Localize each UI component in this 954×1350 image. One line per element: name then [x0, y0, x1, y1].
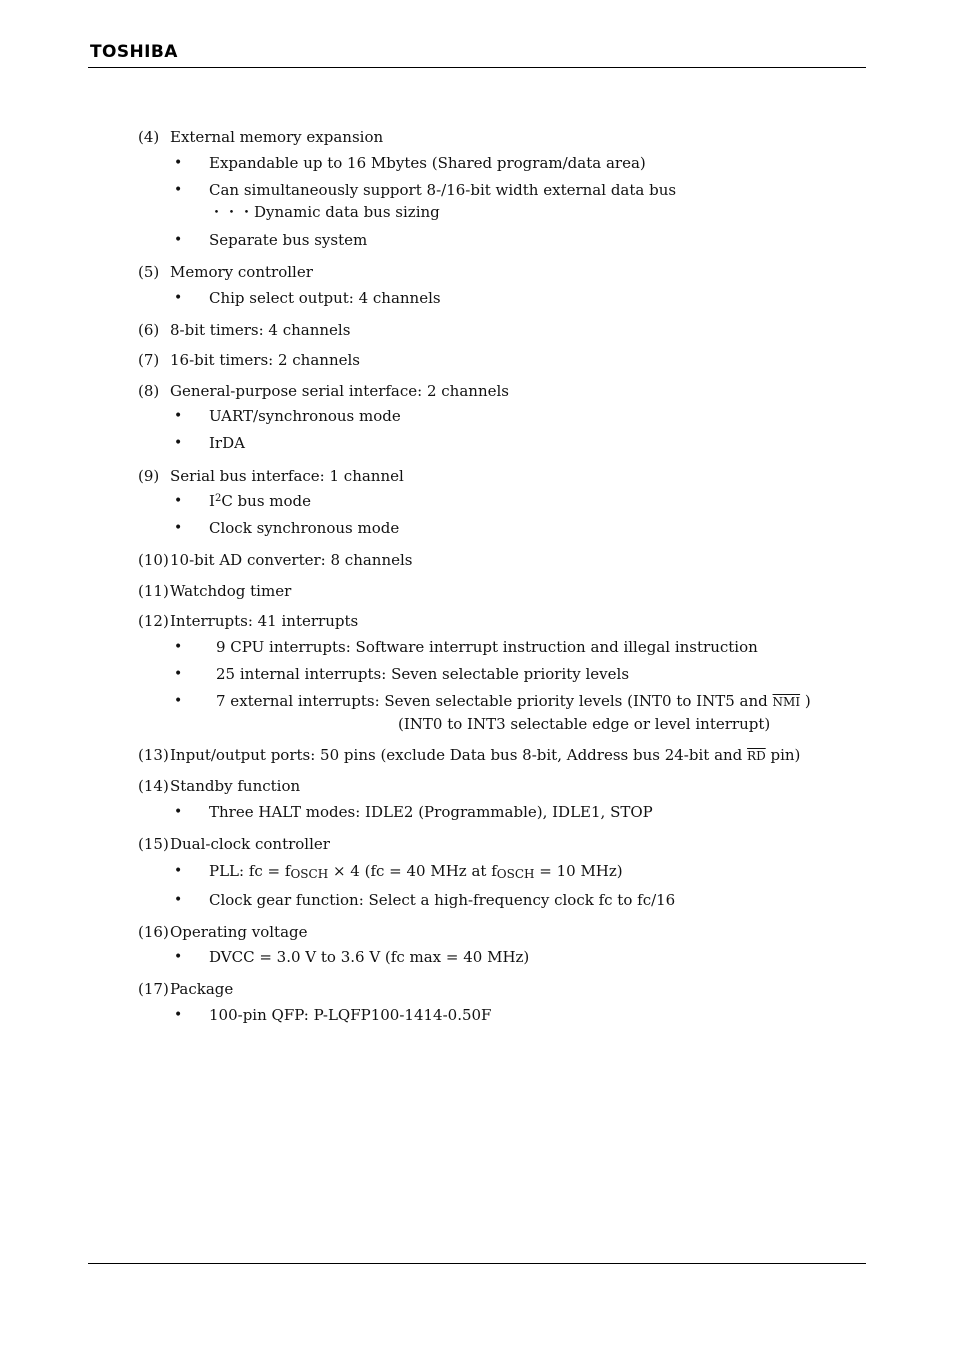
toshiba-logo: TOSHIBA [90, 42, 178, 62]
bullet-text: Three HALT modes: IDLE2 (Programmable), IDLE1, STOP [209, 803, 653, 821]
item-number: (11) [138, 582, 169, 600]
item-title: Package [170, 980, 234, 998]
item-title: 16-bit timers: 2 channels [170, 351, 360, 369]
bullet-icon: • [174, 863, 183, 879]
item-title: Input/output ports: 50 pins (exclude Data bus 8-bit, Address bus 24-bit and $\overline{RD}$ pin) [170, 746, 801, 764]
bullet-icon: • [174, 493, 183, 509]
item-title: Interrupts: 41 interrupts [170, 612, 359, 630]
bullet-icon: • [174, 290, 183, 306]
bullet-icon: • [174, 435, 183, 451]
bullet-text: UART/synchronous mode [209, 407, 401, 425]
item-number: (12) [138, 612, 169, 630]
bullet-icon: • [174, 520, 183, 536]
item-title: Operating voltage [170, 923, 308, 941]
item-number: (5) [138, 263, 160, 281]
header-rule [88, 67, 866, 68]
bullet-text-continued: ・・・Dynamic data bus sizing [209, 203, 440, 221]
item-number: (7) [138, 351, 160, 369]
item-number: (8) [138, 382, 160, 400]
item-number: (6) [138, 321, 160, 339]
bullet-text: $I^2C$ bus mode [209, 492, 312, 510]
bullet-text: 7 external interrupts: Seven selectable priority levels (INT0 to INT5 and $\overline{NMI}$ ) [216, 692, 811, 710]
bullet-text: Separate bus system [209, 231, 368, 249]
bullet-text: Clock synchronous mode [209, 519, 400, 537]
bullet-text: IrDA [209, 434, 245, 452]
item-number: (16) [138, 923, 169, 941]
item-number: (14) [138, 777, 169, 795]
item-title: 10-bit AD converter: 8 channels [170, 551, 413, 569]
bullet-text: Chip select output: 4 channels [209, 289, 441, 307]
bullet-icon: • [174, 666, 183, 682]
bullet-text: PLL: fc = fOSCH × 4 (fc = 40 MHz at fOSCH = 10 MHz) [209, 862, 623, 881]
bullet-icon: • [174, 804, 183, 820]
item-number: (9) [138, 467, 160, 485]
item-number: (15) [138, 835, 169, 853]
item-title: Memory controller [170, 263, 313, 281]
item-number: (13) [138, 746, 169, 764]
item-title: External memory expansion [170, 128, 384, 146]
item-number: (10) [138, 551, 169, 569]
bullet-icon: • [174, 693, 183, 709]
item-title: Dual-clock controller [170, 835, 330, 853]
bullet-icon: • [174, 182, 183, 198]
item-number: (4) [138, 128, 160, 146]
bullet-icon: • [174, 892, 183, 908]
bullet-icon: • [174, 408, 183, 424]
item-title: 8-bit timers: 4 channels [170, 321, 351, 339]
bullet-icon: • [174, 949, 183, 965]
item-title: Watchdog timer [170, 582, 292, 600]
item-title: Serial bus interface: 1 channel [170, 467, 404, 485]
item-title: General-purpose serial interface: 2 channels [170, 382, 509, 400]
item-number: (17) [138, 980, 169, 998]
bullet-icon: • [174, 232, 183, 248]
bullet-icon: • [174, 155, 183, 171]
bullet-text: Clock gear function: Select a high-frequency clock fc to fc/16 [209, 891, 676, 909]
bullet-icon: • [174, 639, 183, 655]
bullet-text: 9 CPU interrupts: Software interrupt instruction and illegal instruction [216, 638, 758, 656]
bullet-text: Can simultaneously support 8-/16-bit width external data bus [209, 181, 677, 199]
footer-rule [88, 1263, 866, 1264]
bullet-text: DVCC = 3.0 V to 3.6 V (fc max = 40 MHz) [209, 948, 530, 966]
bullet-text: 25 internal interrupts: Seven selectable priority levels [216, 665, 630, 683]
item-title: Standby function [170, 777, 301, 795]
bullet-icon: • [174, 1007, 183, 1023]
bullet-text: 100-pin QFP: P-LQFP100-1414-0.50F [209, 1006, 492, 1024]
bullet-text-continued: (INT0 to INT3 selectable edge or level interrupt) [398, 715, 771, 733]
bullet-text: Expandable up to 16 Mbytes (Shared program/data area) [209, 154, 646, 172]
